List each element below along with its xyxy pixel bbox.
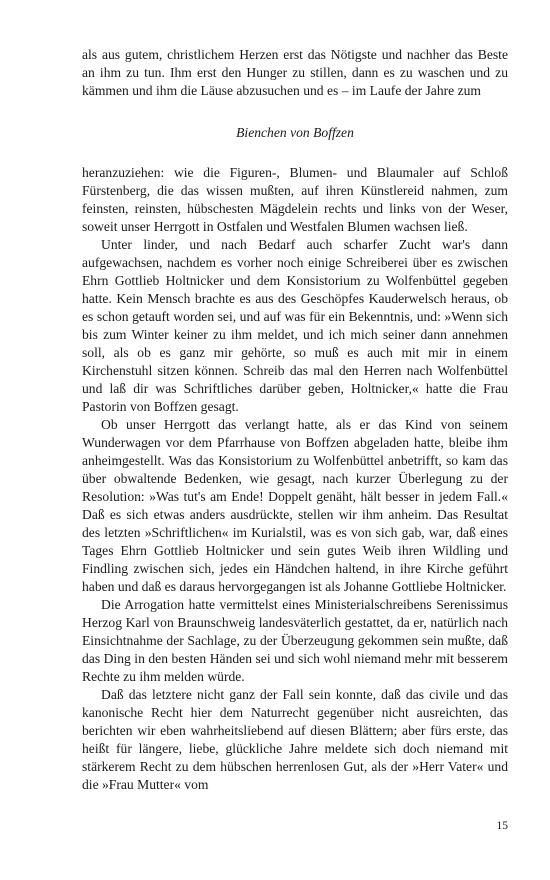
paragraph-4: Die Arrogation hatte vermittelst eines Ministerialschreibens Serenissimus Herzog Karl von Braunschweig landesväterlich gestattet, da er, natürlich nach Einsichtnahme der Sachlage, zu der Überzeugung gekommen sein mußte, daß das Ding in den besten Händen sei und sich wohl niemand mehr mit besserem Rechte zu ihm melden würde. <box>82 597 508 684</box>
running-heading: Bienchen von Boffzen <box>236 125 354 140</box>
intro-paragraph: als aus gutem, christlichem Herzen erst das Nötigste und nachher das Beste an ihm zu tun. Ihm erst den Hunger zu stillen, dann es zu waschen und zu kämmen und ihm die Läuse abzusuchen und es – im Laufe der Jahre zum <box>82 47 508 98</box>
paragraph-3: Ob unser Herrgott das verlangt hatte, als er das Kind von seinem Wunderwagen vor dem Pfarrhause von Boffzen abgeladen hatte, bleibe ihm anheimgestellt. Was das Konsistorium zu Wolfenbüttel anbetrifft, so kam das über obwaltende Bedenken, wie gesagt, nach kurzer Überlegung zu der Resolution: »Was tut's am Ende! Doppelt genäht, hält besser in jedem Fall.« Daß es sich etwas anders ausdrückte, stellen wir ihm anheim. Das Resultat des letzten »Schriftlichen« im Kurialstil, was es von sich gab, war, daß eines Tages Ehrn Gottlieb Holtnicker und sein gutes Weib ihren Wildling und Findling zwischen sich, jedes ein Händchen haltend, in ihre Kirche geführt haben und daß es daraus hervorgegangen ist als Johanne Gottliebe Holtnicker. <box>82 417 508 594</box>
paragraph-5: Daß das letztere nicht ganz der Fall sein konnte, daß das civile und das kanonische Recht hier dem Naturrecht gegenüber nicht ausreichten, das berichten wir eben wahrheitsliebend auf diesen Blättern; aber fürs erste, das heißt für längere, liebe, glückliche Jahre meldete sich doch niemand mit stärkerem Recht zu dem hübschen herrenlosen Gut, als der »Herr Vater« und die »Frau Mutter« vom <box>82 687 508 792</box>
paragraph-2: Unter linder, und nach Bedarf auch scharfer Zucht war's dann aufgewachsen, nachdem es vorher noch einige Schreiberei über es zwischen Ehrn Gottlieb Holtnicker und dem Konsistorium zu Wolfenbüttel gegeben hatte. Kein Mensch brachte es aus des Geschöpfes Kauderwelsch heraus, ob es schon getauft worden sei, und auf was für ein Bekenntnis, und: »Wenn sich bis zum Winter keiner zu ihm meldet, und ich mich seiner dann annehmen soll, als ob es ganz mir gehörte, so muß es auch mit mir in einem Kirchenstuhl sitzen können. Schreib das mal den Herren nach Wolfenbüttel und laß dir was Schriftliches darüber geben, Holtnicker,« hatte die Frau Pastorin von Boffzen gesagt. <box>82 237 508 414</box>
paragraph-1: heranzuziehen: wie die Figuren-, Blumen- und Blaumaler auf Schloß Fürstenberg, die das wissen mußten, auf ihren Künstlereid nahmen, zum feinsten, reinsten, hübschesten Mägdelein rechts und links von der Weser, soweit unser Herrgott in Ostfalen und Westfalen Blumen wachsen ließ. <box>82 165 508 234</box>
body-text <box>82 46 508 794</box>
page-number: 15 <box>496 820 508 832</box>
